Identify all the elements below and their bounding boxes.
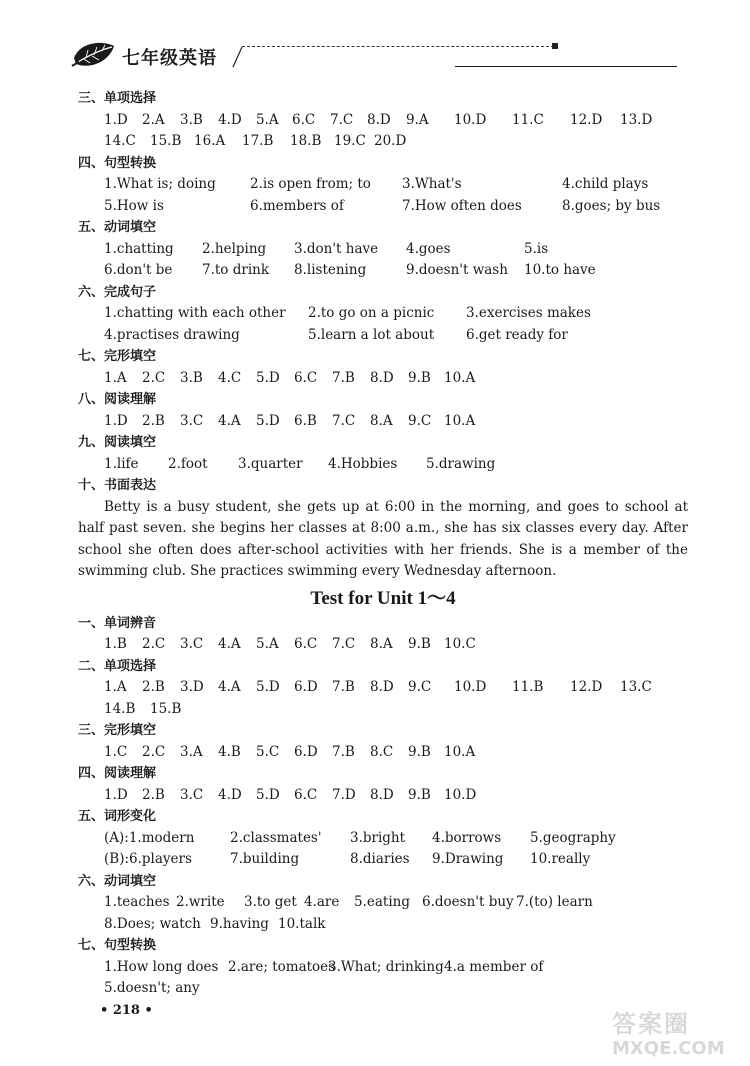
answer-item: 4.are [304, 894, 340, 910]
section-heading: 七、完形填空 [78, 349, 157, 364]
section-heading: 四、阅读理解 [78, 766, 157, 781]
answer-item: 5.learn a lot about [308, 326, 435, 343]
answer-item: 11.B [512, 679, 544, 695]
leaf-icon [70, 38, 118, 74]
answer-item: 2.A [142, 111, 165, 128]
answer-row [78, 325, 688, 347]
book-title: 七年级英语 [122, 48, 217, 69]
answer-item: 6.D [294, 679, 318, 695]
answer-item: 3.exercises makes [466, 305, 591, 321]
answer-item: 6.D [294, 743, 318, 760]
answer-item: 3.C [180, 636, 204, 652]
answer-item: 1.B [104, 636, 127, 652]
answer-item: 9.having [210, 915, 269, 932]
answer-item: 3.B [180, 111, 203, 128]
header-solid-rule [455, 66, 677, 67]
answer-item: 8.listening [294, 262, 367, 278]
answer-item: 9.C [408, 679, 432, 695]
answer-item: 19.C [334, 133, 366, 149]
answer-item: 1.chatting [104, 240, 174, 257]
answer-item: 8.diaries [350, 851, 410, 867]
answer-item: 6.members of [250, 197, 344, 214]
answer-item: 15.B [150, 133, 182, 149]
answer-row [78, 303, 688, 325]
answer-item: 4.A [218, 679, 241, 695]
section-heading: 六、动词填空 [78, 873, 157, 889]
answer-item: 8.A [370, 412, 393, 429]
answer-item: 7.D [332, 786, 356, 803]
answer-item: 9.A [406, 111, 429, 128]
answer-item: 2.are; tomatoes [228, 958, 336, 975]
answer-item: 6.C [294, 786, 318, 803]
answer-item: 6.doesn't buy [422, 894, 514, 910]
answer-item: 4.D [218, 111, 242, 128]
answer-item: 3.A [180, 743, 203, 760]
answer-item: 10.D [444, 786, 477, 803]
answer-row [78, 634, 688, 656]
answer-row [78, 454, 688, 476]
answer-item: 7.(to) learn [516, 894, 593, 910]
answer-item: (B):6.players [104, 851, 192, 867]
watermark-text: 答案圈 [612, 1010, 690, 1038]
answer-row [78, 785, 688, 807]
watermark-url: MXQE.COM [612, 1038, 725, 1059]
section-heading: 三、完形填空 [78, 723, 157, 738]
answer-item: 6.don't be [104, 262, 173, 278]
answer-item: 3.What; drinking [328, 958, 444, 975]
answer-item: 10.C [444, 636, 476, 652]
section-heading: 一、单词辨音 [78, 615, 157, 631]
answer-item: 1.teaches [104, 894, 170, 910]
answer-item: 6.C [294, 636, 318, 652]
answer-item: 5.geography [530, 829, 616, 846]
answer-row [78, 914, 688, 936]
answer-item: 3.C [180, 412, 204, 429]
answer-item: 4.child plays [562, 176, 649, 192]
answer-item: 3.bright [350, 829, 406, 846]
section-heading: 五、动词填空 [78, 220, 157, 235]
answer-item: 1.life [104, 455, 139, 472]
section-heading: 四、句型转换 [78, 155, 157, 171]
answer-item: 8.D [370, 786, 394, 803]
answer-item: 8.goes; by bus [562, 197, 661, 214]
answer-item: 7.B [332, 743, 355, 760]
answer-item: 2.B [142, 786, 165, 803]
slash-decoration [230, 46, 244, 68]
answer-item: 7.C [330, 111, 354, 128]
answer-row [78, 368, 688, 390]
answer-row [78, 677, 688, 699]
answer-item: 5.D [256, 786, 280, 803]
answer-item: 6.get ready for [466, 326, 568, 343]
essay-paragraph: Betty is a busy student, she gets up at 6:00 in the morning, and goes to school at half past seven. she begins her classes at 8:00 a.m., she has six classes every day. After school she often does after-school activities with her friends. She is a member of the swimming club. She practices swimming every Wednesday afternoon. [78, 498, 688, 579]
page-header [70, 38, 680, 78]
answer-item: (A):1.modern [104, 829, 195, 846]
answer-item: 13.D [620, 111, 653, 128]
answer-item: 10.talk [278, 915, 326, 932]
answer-item: 3.don't have [294, 240, 379, 257]
answer-item: 2.C [142, 636, 166, 652]
section-heading: 七、句型转换 [78, 938, 157, 953]
answer-item: 2.classmates' [230, 829, 322, 846]
answer-item: 4.goes [406, 240, 451, 257]
answer-item: 5.drawing [426, 455, 496, 472]
answer-item: 10.A [444, 743, 476, 760]
answer-row [78, 742, 688, 764]
answer-item: 8.Does; watch [104, 915, 201, 932]
answer-item: 3.quarter [238, 455, 303, 472]
answer-item: 1.D [104, 786, 128, 803]
answer-item: 6.C [294, 369, 318, 386]
answer-item: 10.A [444, 412, 476, 429]
answer-item: 4.borrows [432, 829, 502, 846]
answer-item: 2.B [142, 412, 165, 429]
answer-item: 13.C [620, 679, 652, 695]
answer-item: 1.C [104, 743, 128, 760]
answer-item: 4.practises drawing [104, 326, 240, 343]
answer-item: 14.C [104, 133, 136, 149]
answer-row [78, 260, 688, 282]
answer-item: 8.D [370, 369, 394, 386]
answer-row [78, 411, 688, 433]
answer-item: 9.B [408, 369, 431, 386]
answer-item: 7.building [230, 851, 300, 867]
answer-row [78, 849, 688, 871]
section-heading: 三、单项选择 [78, 91, 157, 106]
answer-item: 7.C [332, 412, 356, 429]
answer-item: 9.doesn't wash [406, 262, 508, 278]
answer-item: 10.D [454, 111, 487, 128]
test-title: Test for Unit 1～4 [310, 587, 456, 609]
answer-item: 8.D [367, 111, 391, 128]
answer-item: 5.D [256, 412, 280, 429]
answer-item: 7.B [332, 679, 355, 695]
answer-item: 1.chatting with each other [104, 305, 286, 321]
answer-item: 2.write [176, 894, 225, 910]
answer-item: 3.What's [402, 176, 462, 192]
answer-row [78, 196, 688, 218]
answer-item: 5.D [256, 679, 280, 695]
answer-item: 5.How is [104, 197, 164, 214]
answer-item: 12.D [570, 111, 603, 128]
answer-item: 9.B [408, 786, 431, 803]
answer-item: 15.B [150, 700, 182, 717]
answer-item: 2.C [142, 743, 166, 760]
answer-row [78, 892, 688, 914]
answer-item: 4.B [218, 743, 241, 760]
answer-item: 3.B [180, 369, 203, 386]
answer-item: 4.a member of [444, 958, 544, 975]
answer-item: 1.How long does [104, 958, 219, 975]
answer-item: 6.C [292, 111, 316, 128]
answer-item: 6.B [294, 412, 317, 429]
answer-item: 8.C [370, 743, 394, 760]
answer-item: 2.helping [202, 240, 267, 257]
answer-item: 4.Hobbies [328, 455, 398, 472]
section-heading: 二、单项选择 [78, 658, 157, 674]
answer-row [78, 174, 688, 196]
answer-item: 9.Drawing [432, 851, 504, 867]
answer-item: 4.D [218, 786, 242, 803]
answer-item: 12.D [570, 679, 603, 695]
answer-row [78, 957, 688, 979]
answer-item: 5.C [256, 743, 280, 760]
answer-row [78, 978, 688, 1000]
answer-item: 14.B [104, 700, 136, 717]
answer-item: 2.B [142, 679, 165, 695]
answer-item: 1.A [104, 679, 127, 695]
answer-item: 4.A [218, 412, 241, 429]
header-dashed-rule [242, 46, 554, 47]
page-number: • 218 • [100, 1003, 153, 1018]
answer-item: 11.C [512, 111, 544, 128]
answer-item: 10.A [444, 369, 476, 386]
answer-item: 9.B [408, 743, 431, 760]
answer-row [78, 110, 688, 132]
answer-item: 1.D [104, 111, 128, 128]
answer-item: 2.C [142, 369, 166, 386]
answer-item: 4.C [218, 369, 242, 386]
answer-row [78, 828, 688, 850]
answer-item: 2.is open from; to [250, 176, 371, 192]
answer-item: 7.to drink [202, 262, 270, 278]
answer-item: 1.A [104, 369, 127, 386]
answer-item: 9.C [408, 412, 432, 429]
answer-row [78, 699, 688, 721]
answer-item: 5.is [524, 240, 549, 257]
answer-item: 8.D [370, 679, 394, 695]
answer-item: 5.eating [354, 894, 410, 910]
answer-item: 3.to get [244, 894, 297, 910]
answer-item: 17.B [242, 133, 274, 149]
answer-item: 7.B [332, 369, 355, 386]
answer-item: 3.C [180, 786, 204, 803]
answer-item: 3.D [180, 679, 204, 695]
section-heading: 十、书面表达 [78, 478, 157, 493]
answer-item: 4.A [218, 636, 241, 652]
section-heading: 八、阅读理解 [78, 392, 157, 407]
answer-item: 5.A [256, 111, 279, 128]
answer-item: 7.How often does [402, 197, 522, 214]
answer-item: 20.D [374, 133, 407, 149]
answer-content [78, 88, 688, 1000]
answer-item: 9.B [408, 636, 431, 652]
answer-item: 10.D [454, 679, 487, 695]
answer-item: 5.A [256, 636, 279, 652]
answer-item: 1.D [104, 412, 128, 429]
answer-row [78, 131, 688, 153]
watermark-logo [612, 1010, 750, 1066]
answer-item: 10.really [530, 851, 591, 867]
section-heading: 五、词形变化 [78, 809, 157, 824]
answer-item: 2.foot [168, 455, 208, 472]
section-heading: 九、阅读填空 [78, 435, 157, 450]
answer-item: 16.A [194, 133, 226, 149]
answer-item: 8.A [370, 636, 393, 652]
section-heading: 六、完成句子 [78, 284, 157, 300]
answer-item: 5.doesn't; any [104, 980, 200, 996]
answer-item: 7.C [332, 636, 356, 652]
answer-item: 1.What is; doing [104, 176, 216, 192]
answer-item: 10.to have [524, 262, 596, 278]
header-rule-end-marker [552, 43, 558, 49]
answer-row [78, 239, 688, 261]
answer-item: 5.D [256, 369, 280, 386]
answer-item: 2.to go on a picnic [308, 305, 435, 321]
answer-item: 18.B [290, 133, 322, 149]
